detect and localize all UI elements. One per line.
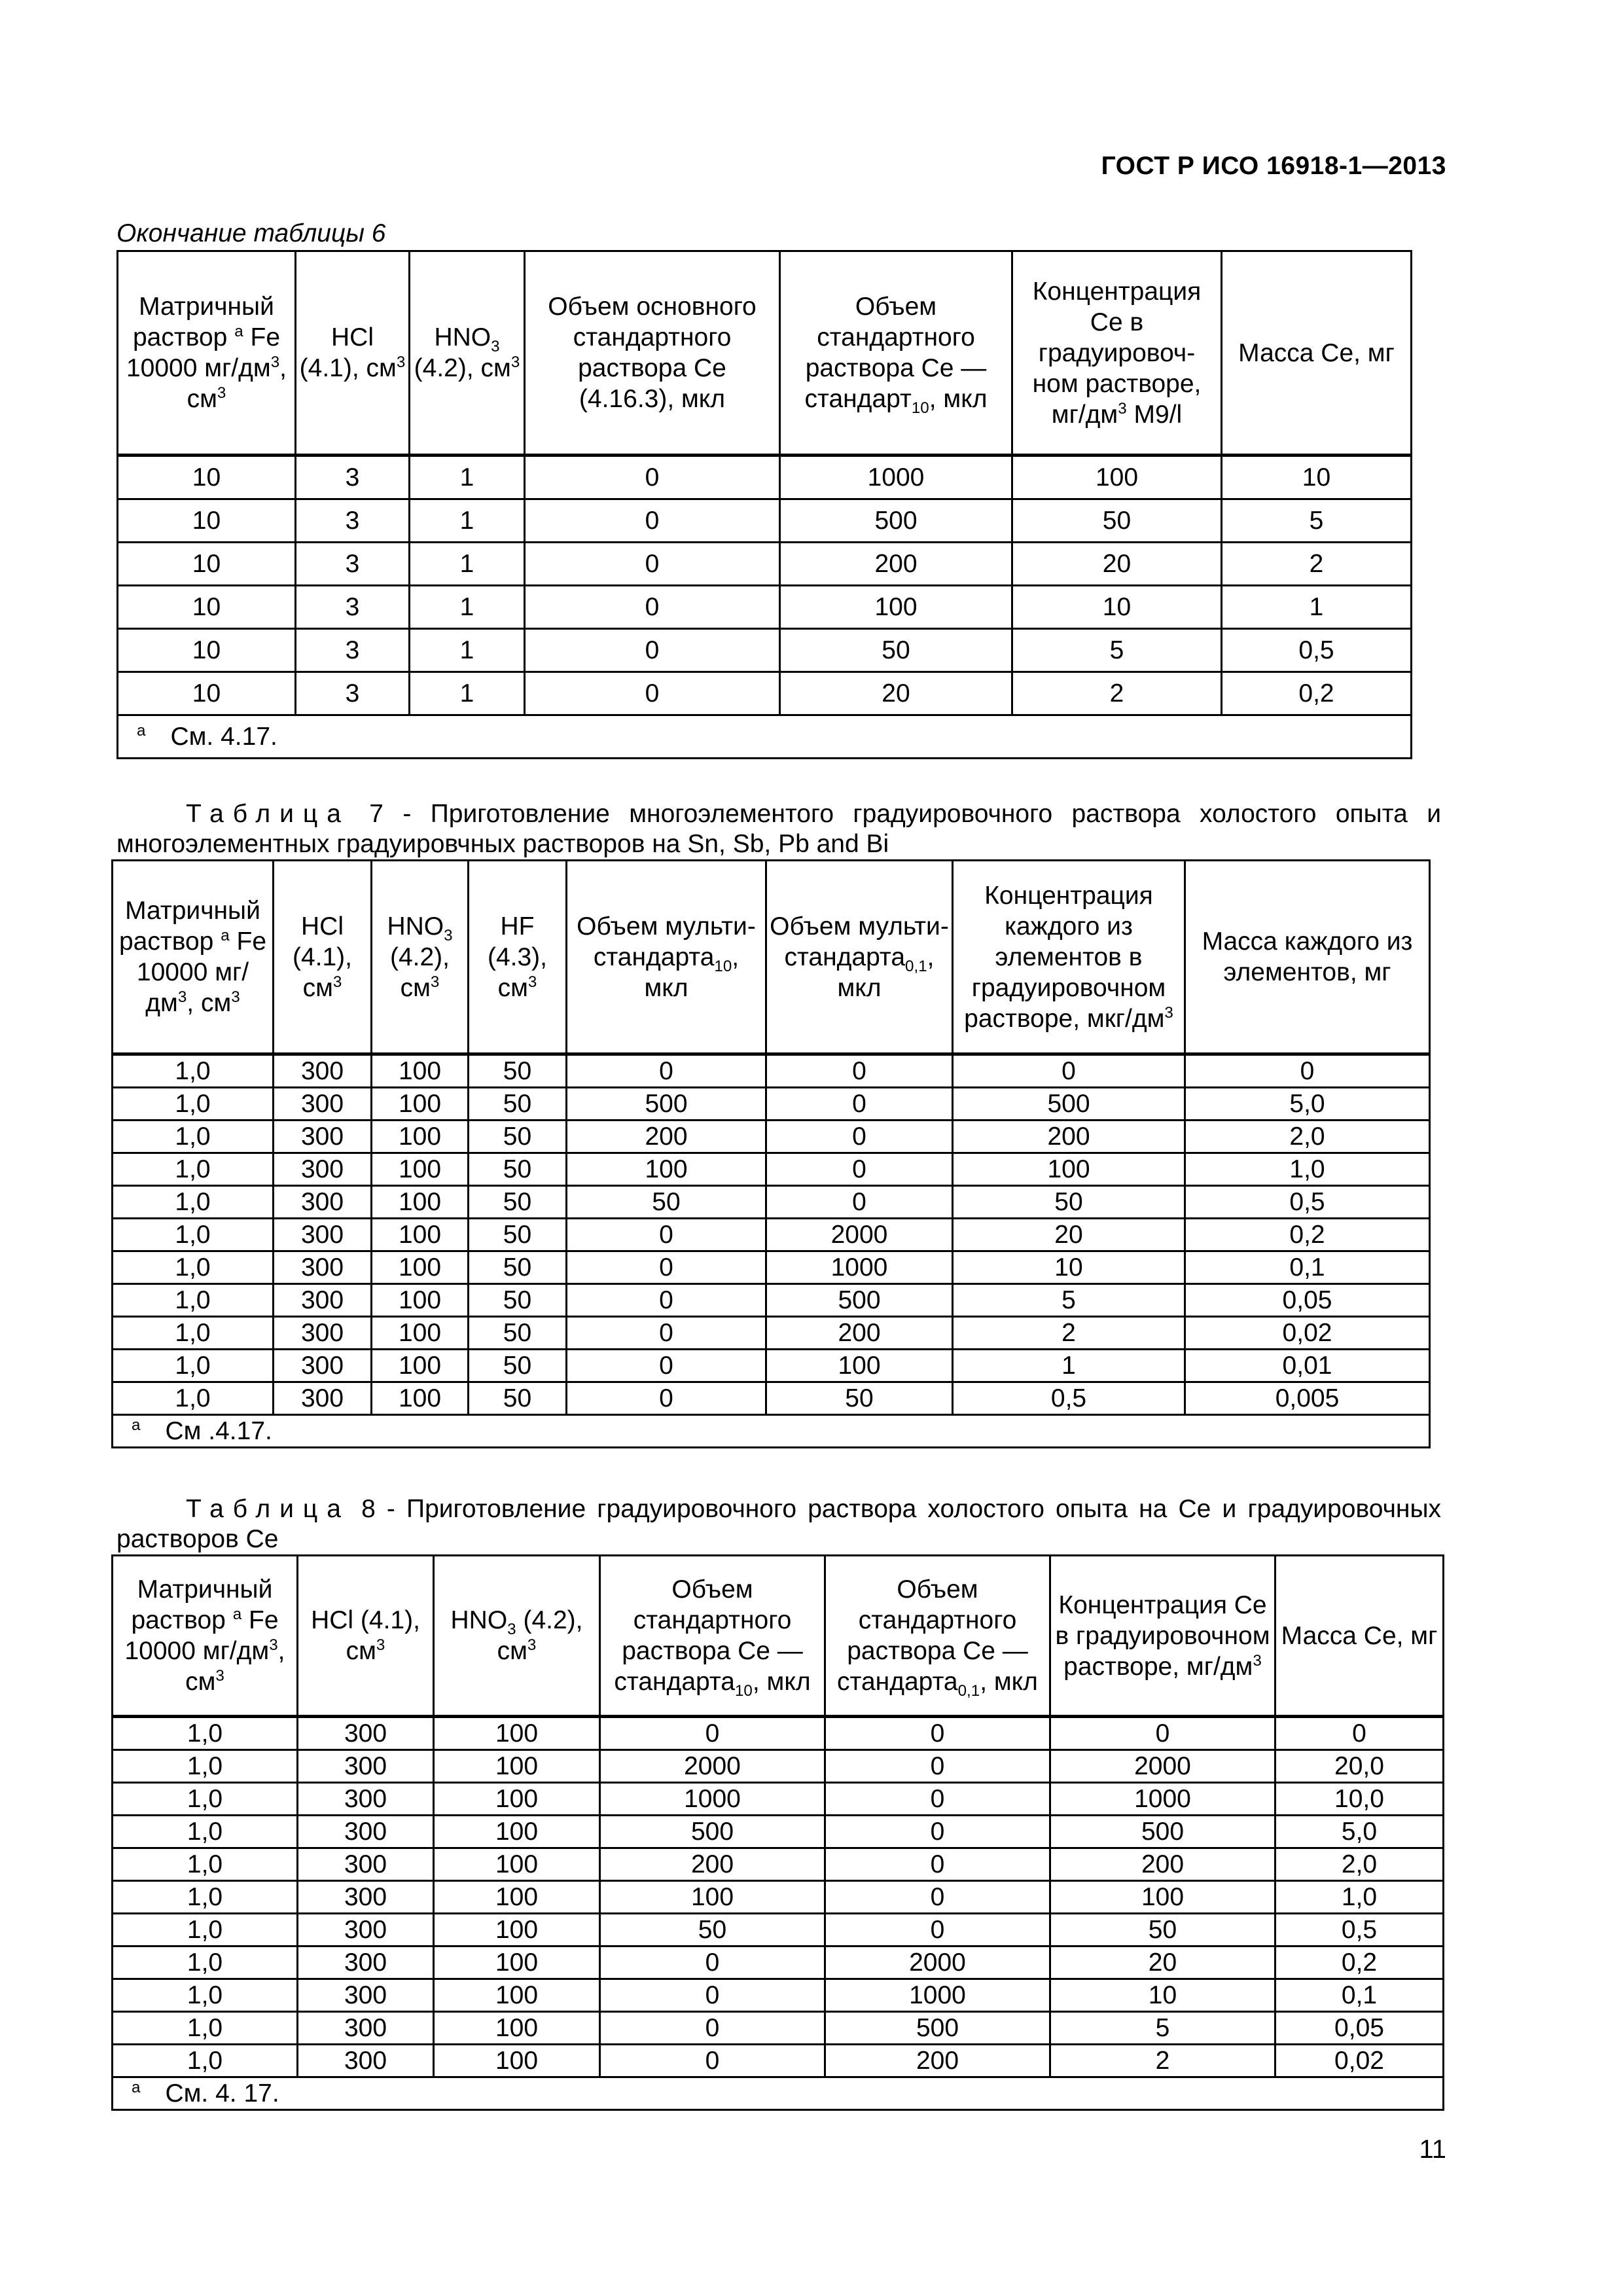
table8-cell-r2-c6: 2000 <box>1050 1750 1275 1783</box>
table8-cell-r1-c7: 0 <box>1275 1717 1444 1750</box>
table8-cell-r7-c2: 300 <box>298 1914 434 1946</box>
table-row <box>113 1317 1430 1350</box>
table8-cell-r7-c3: 100 <box>434 1914 600 1946</box>
table8-header-4: Объем стандартного раствора Ce — стандарта$_{10}$, мкл <box>600 1556 825 1717</box>
table7-cell-r6-c3: 100 <box>372 1219 469 1251</box>
table8-cell-r2-c2: 300 <box>298 1750 434 1783</box>
table8-caption <box>116 1494 1441 1554</box>
table8-cell-r1-c6: 0 <box>1050 1717 1275 1750</box>
table6-cell-r1-c4: 0 <box>525 456 780 499</box>
table7-cell-r2-c1: 1,0 <box>113 1088 274 1121</box>
footnote-mark: a <box>137 722 146 740</box>
table7-cell-r5-c8: 0,5 <box>1185 1186 1430 1219</box>
table6-cell-r5-c6: 5 <box>1012 629 1222 672</box>
table7-cell-r7-c2: 300 <box>274 1251 372 1284</box>
table-row <box>113 1946 1444 1979</box>
table6-cell-r1-c5: 1000 <box>780 456 1012 499</box>
table7-cell-r8-c5: 0 <box>567 1284 766 1317</box>
table7-cell-r9-c1: 1,0 <box>113 1317 274 1350</box>
table-8 <box>111 1554 1444 2111</box>
table-row <box>113 1914 1444 1946</box>
table8-cell-r7-c1: 1,0 <box>113 1914 298 1946</box>
table7-header-1: Матричный раствор $^a$ Fe 10000 $мг/дм^3$, $см^3$ <box>113 861 274 1054</box>
table8-header-1: Матричный раствор $^a$ Fe 10000 $мг/дм^3$, $см^3$ <box>113 1556 298 1717</box>
table7-cell-r9-c6: 200 <box>766 1317 953 1350</box>
table7-header-2: HCl (4.1), $см^3$ <box>274 861 372 1054</box>
table7-cell-r4-c2: 300 <box>274 1153 372 1186</box>
table7-cell-r8-c4: 50 <box>469 1284 567 1317</box>
table-row <box>113 1284 1430 1317</box>
table7-cell-r9-c8: 0,02 <box>1185 1317 1430 1350</box>
table6-header-4: Объем основного стандартного раствора Ce (4.16.3), мкл <box>525 251 780 456</box>
table-row <box>118 499 1412 543</box>
table8-cell-r1-c2: 300 <box>298 1717 434 1750</box>
table8-cell-r11-c7: 0,02 <box>1275 2045 1444 2077</box>
table8-cell-r6-c4: 100 <box>600 1881 825 1914</box>
table6-cell-r6-c6: 2 <box>1012 672 1222 715</box>
table7-footnote <box>113 1415 1430 1448</box>
table7-cell-r4-c6: 0 <box>766 1153 953 1186</box>
table8-cell-r8-c6: 20 <box>1050 1946 1275 1979</box>
table6-cell-r1-c6: 100 <box>1012 456 1222 499</box>
table7-cell-r11-c6: 50 <box>766 1382 953 1415</box>
table7-cell-r10-c4: 50 <box>469 1350 567 1382</box>
table8-cell-r8-c4: 0 <box>600 1946 825 1979</box>
table8-cell-r11-c5: 200 <box>825 2045 1050 2077</box>
table7-cell-r5-c2: 300 <box>274 1186 372 1219</box>
table8-cell-r4-c6: 500 <box>1050 1816 1275 1848</box>
table7-cell-r10-c1: 1,0 <box>113 1350 274 1382</box>
page-number: 11 <box>1419 2135 1446 2164</box>
table7-cell-r11-c5: 0 <box>567 1382 766 1415</box>
table7-cell-r5-c1: 1,0 <box>113 1186 274 1219</box>
table8-cell-r5-c1: 1,0 <box>113 1848 298 1881</box>
table7-cell-r7-c6: 1000 <box>766 1251 953 1284</box>
table8-cell-r8-c7: 0,2 <box>1275 1946 1444 1979</box>
table6-cell-r3-c2: 3 <box>296 543 410 586</box>
footnote-mark: a <box>132 2079 141 2096</box>
table8-cell-r6-c2: 300 <box>298 1881 434 1914</box>
table8-header-2: HCl (4.1), $см^3$ <box>298 1556 434 1717</box>
table6-header-7: Масса Ce, мг <box>1222 251 1412 456</box>
table8-cell-r7-c5: 0 <box>825 1914 1050 1946</box>
table7-cell-r10-c5: 0 <box>567 1350 766 1382</box>
table-row <box>118 456 1412 499</box>
table7-cell-r8-c7: 5 <box>953 1284 1185 1317</box>
table7-header-3: $HNO_3$ (4.2), $см^3$ <box>372 861 469 1054</box>
table6-cell-r2-c5: 500 <box>780 499 1012 543</box>
table6-cell-r3-c4: 0 <box>525 543 780 586</box>
table7-cell-r5-c7: 50 <box>953 1186 1185 1219</box>
table8-cell-r5-c6: 200 <box>1050 1848 1275 1881</box>
table7-cell-r1-c2: 300 <box>274 1054 372 1088</box>
table-row <box>113 1219 1430 1251</box>
table8-cell-r10-c5: 500 <box>825 2012 1050 2045</box>
table6-cell-r2-c6: 50 <box>1012 499 1222 543</box>
table7-cell-r3-c1: 1,0 <box>113 1121 274 1153</box>
table7-cell-r3-c2: 300 <box>274 1121 372 1153</box>
table6-cell-r3-c1: 10 <box>118 543 296 586</box>
table8-cell-r8-c5: 2000 <box>825 1946 1050 1979</box>
table6-cell-r1-c2: 3 <box>296 456 410 499</box>
table6-cell-r6-c4: 0 <box>525 672 780 715</box>
table8-cell-r10-c3: 100 <box>434 2012 600 2045</box>
table8-cell-r2-c3: 100 <box>434 1750 600 1783</box>
table-row <box>118 672 1412 715</box>
table6-cell-r4-c2: 3 <box>296 586 410 629</box>
table8-cell-r2-c5: 0 <box>825 1750 1050 1783</box>
table7-cell-r11-c4: 50 <box>469 1382 567 1415</box>
table8-cell-r5-c2: 300 <box>298 1848 434 1881</box>
table7-cell-r11-c7: 0,5 <box>953 1382 1185 1415</box>
table7-cell-r6-c5: 0 <box>567 1219 766 1251</box>
table8-cell-r8-c1: 1,0 <box>113 1946 298 1979</box>
table8-cell-r11-c6: 2 <box>1050 2045 1275 2077</box>
table6-header-6: Концентрация Ce в градуировоч-ном растворе, $мг/дм^3$ М9/l <box>1012 251 1222 456</box>
table6-cell-r6-c7: 0,2 <box>1222 672 1412 715</box>
table6-cell-r4-c6: 10 <box>1012 586 1222 629</box>
table-row <box>113 1783 1444 1816</box>
table6-cell-r5-c2: 3 <box>296 629 410 672</box>
table7-cell-r1-c8: 0 <box>1185 1054 1430 1088</box>
table-row <box>118 586 1412 629</box>
table7-cell-r5-c6: 0 <box>766 1186 953 1219</box>
table7-cell-r1-c6: 0 <box>766 1054 953 1088</box>
table6-cell-r5-c3: 1 <box>410 629 525 672</box>
table7-cell-r1-c5: 0 <box>567 1054 766 1088</box>
table8-cell-r4-c4: 500 <box>600 1816 825 1848</box>
table8-cell-r3-c7: 10,0 <box>1275 1783 1444 1816</box>
table8-cell-r6-c5: 0 <box>825 1881 1050 1914</box>
table8-cell-r3-c4: 1000 <box>600 1783 825 1816</box>
table7-cell-r6-c1: 1,0 <box>113 1219 274 1251</box>
table6-cell-r2-c2: 3 <box>296 499 410 543</box>
table8-cell-r2-c1: 1,0 <box>113 1750 298 1783</box>
table-row <box>113 1153 1430 1186</box>
table7-cell-r9-c5: 0 <box>567 1317 766 1350</box>
table8-cell-r7-c7: 0,5 <box>1275 1914 1444 1946</box>
table7-caption <box>116 799 1441 859</box>
table7-cell-r3-c7: 200 <box>953 1121 1185 1153</box>
table8-cell-r3-c5: 0 <box>825 1783 1050 1816</box>
table8-cell-r10-c4: 0 <box>600 2012 825 2045</box>
table6-cell-r3-c7: 2 <box>1222 543 1412 586</box>
table-row <box>113 1881 1444 1914</box>
table7-cell-r6-c2: 300 <box>274 1219 372 1251</box>
footnote-mark: a <box>132 1416 141 1434</box>
table7-cell-r10-c2: 300 <box>274 1350 372 1382</box>
table8-cell-r3-c3: 100 <box>434 1783 600 1816</box>
table7-cell-r5-c3: 100 <box>372 1186 469 1219</box>
table8-cell-r4-c2: 300 <box>298 1816 434 1848</box>
table7-cell-r5-c5: 50 <box>567 1186 766 1219</box>
table7-header-4: HF (4.3), $см^3$ <box>469 861 567 1054</box>
table8-cell-r9-c2: 300 <box>298 1979 434 2012</box>
footnote-text: См .4.17. <box>165 1417 272 1445</box>
table8-cell-r11-c2: 300 <box>298 2045 434 2077</box>
table7-header-7: Концентрация каждого из элементов в градуировочном растворе, мкг/$дм^3$ <box>953 861 1185 1054</box>
table-row <box>113 1186 1430 1219</box>
table6-cell-r1-c1: 10 <box>118 456 296 499</box>
table7-cell-r4-c1: 1,0 <box>113 1153 274 1186</box>
table7-cell-r8-c2: 300 <box>274 1284 372 1317</box>
table7-cell-r6-c6: 2000 <box>766 1219 953 1251</box>
table8-cell-r5-c7: 2,0 <box>1275 1848 1444 1881</box>
table-7 <box>111 859 1431 1448</box>
table7-cell-r8-c1: 1,0 <box>113 1284 274 1317</box>
table7-cell-r2-c6: 0 <box>766 1088 953 1121</box>
table8-cell-r10-c7: 0,05 <box>1275 2012 1444 2045</box>
table8-cell-r7-c4: 50 <box>600 1914 825 1946</box>
table8-cell-r2-c4: 2000 <box>600 1750 825 1783</box>
table6-cell-r3-c5: 200 <box>780 543 1012 586</box>
table6-cell-r2-c7: 5 <box>1222 499 1412 543</box>
table8-cell-r5-c5: 0 <box>825 1848 1050 1881</box>
table8-cell-r9-c1: 1,0 <box>113 1979 298 2012</box>
table7-cell-r11-c1: 1,0 <box>113 1382 274 1415</box>
table7-cell-r11-c8: 0,005 <box>1185 1382 1430 1415</box>
table-row <box>113 1350 1430 1382</box>
table6-cell-r6-c3: 1 <box>410 672 525 715</box>
table7-cell-r1-c4: 50 <box>469 1054 567 1088</box>
table7-cell-r2-c7: 500 <box>953 1088 1185 1121</box>
footnote-text: См. 4. 17. <box>165 2079 279 2108</box>
table7-cell-r8-c6: 500 <box>766 1284 953 1317</box>
table7-cell-r10-c3: 100 <box>372 1350 469 1382</box>
table7-cell-r1-c3: 100 <box>372 1054 469 1088</box>
footnote-text: См. 4.17. <box>170 723 277 751</box>
table7-cell-r9-c7: 2 <box>953 1317 1185 1350</box>
table8-cell-r11-c4: 0 <box>600 2045 825 2077</box>
table7-cell-r7-c3: 100 <box>372 1251 469 1284</box>
table-row <box>113 1848 1444 1881</box>
table7-cell-r2-c4: 50 <box>469 1088 567 1121</box>
table-row <box>113 1717 1444 1750</box>
table6-header-3: $HNO_3$ (4.2), $см^3$ <box>410 251 525 456</box>
table7-cell-r9-c2: 300 <box>274 1317 372 1350</box>
table6-header-2: HCl (4.1), $см^3$ <box>296 251 410 456</box>
table7-header-6: Объем мульти-стандарта$_{0,1}$, мкл <box>766 861 953 1054</box>
table8-cell-r9-c6: 10 <box>1050 1979 1275 2012</box>
table8-cell-r4-c7: 5,0 <box>1275 1816 1444 1848</box>
table8-cell-r6-c6: 100 <box>1050 1881 1275 1914</box>
table8-header-6: Концентрация Ce в градуировочном растворе, $мг/дм^3$ <box>1050 1556 1275 1717</box>
table8-header-3: $HNO_3$ (4.2), $см^3$ <box>434 1556 600 1717</box>
table6-cell-r6-c1: 10 <box>118 672 296 715</box>
table7-cell-r10-c8: 0,01 <box>1185 1350 1430 1382</box>
table8-cell-r9-c5: 1000 <box>825 1979 1050 2012</box>
table7-cell-r8-c3: 100 <box>372 1284 469 1317</box>
table6-cell-r6-c2: 3 <box>296 672 410 715</box>
table6-cell-r4-c3: 1 <box>410 586 525 629</box>
table-row <box>113 1251 1430 1284</box>
table7-cell-r1-c1: 1,0 <box>113 1054 274 1088</box>
table7-cell-r2-c8: 5,0 <box>1185 1088 1430 1121</box>
table8-cell-r1-c1: 1,0 <box>113 1717 298 1750</box>
table7-cell-r3-c6: 0 <box>766 1121 953 1153</box>
document-header: ГОСТ Р ИСО 16918-1—2013 <box>1101 152 1446 180</box>
table8-cell-r4-c5: 0 <box>825 1816 1050 1848</box>
table7-cell-r2-c5: 500 <box>567 1088 766 1121</box>
table7-cell-r9-c3: 100 <box>372 1317 469 1350</box>
table7-header-8: Масса каждого из элементов, мг <box>1185 861 1430 1054</box>
table8-cell-r7-c6: 50 <box>1050 1914 1275 1946</box>
table6-cell-r6-c5: 20 <box>780 672 1012 715</box>
table7-header-5: Объем мульти-стандарта$_{10}$, мкл <box>567 861 766 1054</box>
table8-cell-r4-c1: 1,0 <box>113 1816 298 1848</box>
table7-cell-r7-c7: 10 <box>953 1251 1185 1284</box>
table7-cell-r2-c2: 300 <box>274 1088 372 1121</box>
table7-cell-r7-c5: 0 <box>567 1251 766 1284</box>
table-row <box>113 1054 1430 1088</box>
table7-cell-r4-c8: 1,0 <box>1185 1153 1430 1186</box>
table7-cell-r6-c8: 0,2 <box>1185 1219 1430 1251</box>
table-row <box>113 2045 1444 2077</box>
table-row <box>118 543 1412 586</box>
table7-cell-r7-c4: 50 <box>469 1251 567 1284</box>
table8-cell-r9-c3: 100 <box>434 1979 600 2012</box>
table-row <box>113 1088 1430 1121</box>
table8-cell-r6-c7: 1,0 <box>1275 1881 1444 1914</box>
table7-cell-r3-c3: 100 <box>372 1121 469 1153</box>
table8-cell-r4-c3: 100 <box>434 1816 600 1848</box>
table7-cell-r3-c5: 200 <box>567 1121 766 1153</box>
table6-cell-r2-c1: 10 <box>118 499 296 543</box>
table6-cell-r4-c5: 100 <box>780 586 1012 629</box>
table7-cell-r4-c5: 100 <box>567 1153 766 1186</box>
table6-header-5: Объем стандартного раствора Ce — стандарт$_{10}$, мкл <box>780 251 1012 456</box>
table8-cell-r3-c2: 300 <box>298 1783 434 1816</box>
table7-cell-r11-c2: 300 <box>274 1382 372 1415</box>
table7-cell-r6-c7: 20 <box>953 1219 1185 1251</box>
table-row <box>113 1816 1444 1848</box>
table7-cell-r10-c6: 100 <box>766 1350 953 1382</box>
table-row <box>113 1121 1430 1153</box>
table8-cell-r10-c6: 5 <box>1050 2012 1275 2045</box>
table8-cell-r5-c3: 100 <box>434 1848 600 1881</box>
table8-footnote <box>113 2077 1444 2110</box>
table8-caption-word: Таблица <box>186 1495 350 1523</box>
table8-cell-r1-c4: 0 <box>600 1717 825 1750</box>
table7-cell-r4-c7: 100 <box>953 1153 1185 1186</box>
table6-footnote <box>118 715 1412 759</box>
table-6 <box>116 250 1412 759</box>
table8-cell-r2-c7: 20,0 <box>1275 1750 1444 1783</box>
table8-cell-r6-c3: 100 <box>434 1881 600 1914</box>
table8-cell-r1-c5: 0 <box>825 1717 1050 1750</box>
table6-cell-r1-c7: 10 <box>1222 456 1412 499</box>
table-row <box>113 1750 1444 1783</box>
table-row <box>113 2012 1444 2045</box>
table8-cell-r1-c3: 100 <box>434 1717 600 1750</box>
table-row <box>118 629 1412 672</box>
table7-cell-r2-c3: 100 <box>372 1088 469 1121</box>
table7-cell-r3-c8: 2,0 <box>1185 1121 1430 1153</box>
table6-cell-r4-c4: 0 <box>525 586 780 629</box>
table8-caption-text: 8 - Приготовление градуировочного раствора холостого опыта на Ce и градуировочных растворов Ce <box>116 1495 1441 1553</box>
table6-cell-r5-c7: 0,5 <box>1222 629 1412 672</box>
table-row <box>113 1382 1430 1415</box>
table7-cell-r1-c7: 0 <box>953 1054 1185 1088</box>
table8-cell-r9-c7: 0,1 <box>1275 1979 1444 2012</box>
table6-cell-r5-c1: 10 <box>118 629 296 672</box>
table8-cell-r3-c1: 1,0 <box>113 1783 298 1816</box>
table8-header-7: Масса Ce, мг <box>1275 1556 1444 1717</box>
table6-cell-r4-c7: 1 <box>1222 586 1412 629</box>
table7-cell-r10-c7: 1 <box>953 1350 1185 1382</box>
table6-cell-r5-c5: 50 <box>780 629 1012 672</box>
table7-cell-r8-c8: 0,05 <box>1185 1284 1430 1317</box>
table7-caption-text: 7 - Приготовление многоэлементого градуировочного раствора холостого опыта и многоэлементных градуировчных растворов на Sn, Sb, Pb and Bi <box>116 800 1441 858</box>
table8-cell-r8-c3: 100 <box>434 1946 600 1979</box>
table7-cell-r7-c1: 1,0 <box>113 1251 274 1284</box>
table7-cell-r3-c4: 50 <box>469 1121 567 1153</box>
table-row <box>113 1979 1444 2012</box>
table8-cell-r10-c2: 300 <box>298 2012 434 2045</box>
table8-cell-r11-c3: 100 <box>434 2045 600 2077</box>
table8-cell-r11-c1: 1,0 <box>113 2045 298 2077</box>
table8-header-5: Объем стандартного раствора Ce — стандарта$_{0,1}$, мкл <box>825 1556 1050 1717</box>
table6-cell-r5-c4: 0 <box>525 629 780 672</box>
table6-cell-r3-c3: 1 <box>410 543 525 586</box>
table7-cell-r6-c4: 50 <box>469 1219 567 1251</box>
table7-caption-word: Таблица <box>186 800 350 828</box>
table6-cell-r2-c3: 1 <box>410 499 525 543</box>
table6-cell-r2-c4: 0 <box>525 499 780 543</box>
table8-cell-r3-c6: 1000 <box>1050 1783 1275 1816</box>
table6-cell-r1-c3: 1 <box>410 456 525 499</box>
table6-cell-r4-c1: 10 <box>118 586 296 629</box>
table6-header-1: Матричный раствор $^a$ Fe 10000 $мг/дм^3$, $см^3$ <box>118 251 296 456</box>
table6-caption: Окончание таблицы 6 <box>116 219 386 247</box>
table7-cell-r5-c4: 50 <box>469 1186 567 1219</box>
table7-cell-r7-c8: 0,1 <box>1185 1251 1430 1284</box>
table8-cell-r6-c1: 1,0 <box>113 1881 298 1914</box>
table8-cell-r10-c1: 1,0 <box>113 2012 298 2045</box>
table7-cell-r9-c4: 50 <box>469 1317 567 1350</box>
table7-cell-r4-c4: 50 <box>469 1153 567 1186</box>
table7-cell-r4-c3: 100 <box>372 1153 469 1186</box>
table7-cell-r11-c3: 100 <box>372 1382 469 1415</box>
table8-cell-r5-c4: 200 <box>600 1848 825 1881</box>
table8-cell-r8-c2: 300 <box>298 1946 434 1979</box>
table6-cell-r3-c6: 20 <box>1012 543 1222 586</box>
table8-cell-r9-c4: 0 <box>600 1979 825 2012</box>
